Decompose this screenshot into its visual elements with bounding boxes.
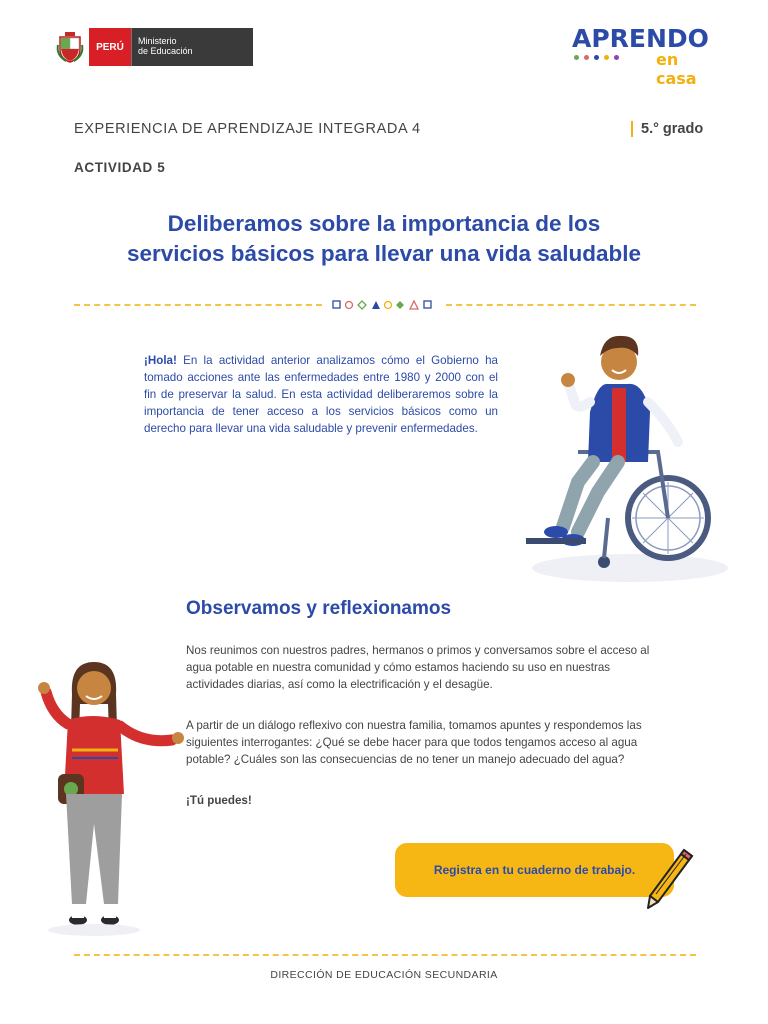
boy-wheelchair-illustration [518, 322, 728, 584]
intro-paragraph [144, 352, 498, 437]
divider-right [446, 304, 696, 306]
grade-label: 5.° grado [641, 121, 704, 137]
paragraph-2: A partir de un diálogo reflexivo con nuestra familia, tomamos apuntes y respondemos las siguientes interrogantes: ¿Qué se debe hacer para que todos tengamos acceso al agua potable? ¿Cuáles son las consecuencias de no tener un manejo adecuado del agua? [186, 719, 642, 766]
decorative-shapes [332, 299, 442, 311]
brand-subtitle: en casa [656, 50, 697, 88]
brand-dots [574, 55, 619, 60]
coat-of-arms-icon [55, 28, 85, 66]
intro-text: En la actividad anterior analizamos cómo el Gobierno ha tomado acciones ante las enfermedades entre 1980 y 2000 con el fin de preservar la salud. En esta actividad deliberaremos sobre la importancia de tener acceso a los servicios básicos como un derecho para llevar una vida saludable y prevenir enfermedades. [144, 354, 498, 435]
footer-divider [74, 954, 696, 956]
divider-left [74, 304, 322, 306]
activity-label: ACTIVIDAD 5 [74, 160, 166, 175]
experience-title: EXPERIENCIA DE APRENDIZAJE INTEGRADA 4 [74, 121, 421, 137]
title-line-2: servicios básicos para llevar una vida saludable [126, 241, 641, 266]
girl-illustration [32, 654, 192, 940]
register-notebook-callout [395, 843, 674, 897]
page-title [60, 209, 708, 269]
ministry-label [131, 28, 253, 66]
ministry-line-2: de Educación [138, 46, 193, 56]
ministry-logo [55, 28, 253, 66]
section-title: Observamos y reflexionamos [186, 598, 452, 619]
paragraph-1: Nos reunimos con nuestros padres, hermanos o primos y conversamos sobre el acceso al agua potable en nuestra comunidad y cómo estamos haciendo su uso en nuestras actividades diarias, así como la electrificación y el desagüe. [186, 644, 650, 691]
ministry-line-1: Ministerio [138, 36, 177, 46]
footer-text: DIRECCIÓN DE EDUCACIÓN SECUNDARIA [270, 969, 498, 981]
aprendo-en-casa-logo [572, 24, 717, 88]
brand-title: APRENDO [572, 24, 709, 53]
encouragement-text: ¡Tú puedes! [186, 794, 252, 807]
callout-text: Registra en tu cuaderno de trabajo. [433, 863, 636, 877]
grade-separator [631, 121, 633, 137]
country-label: PERÚ [89, 28, 131, 66]
pencil-icon [644, 846, 696, 910]
intro-greeting: ¡Hola! [144, 354, 177, 367]
title-line-1: Deliberamos sobre la importancia de los [167, 211, 601, 236]
